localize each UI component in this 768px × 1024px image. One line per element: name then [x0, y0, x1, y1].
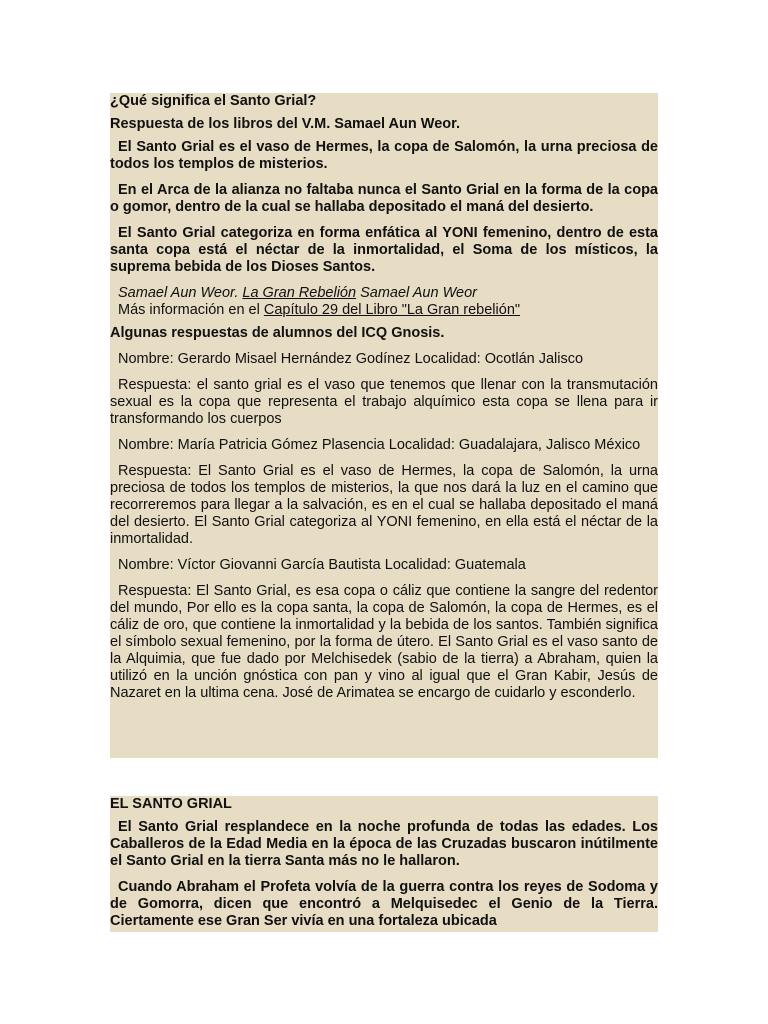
santo-grial-qa-block	[110, 93, 658, 758]
book-paragraph: El Santo Grial categoriza en forma enfática al YONI femenino, dentro de esta santa copa está el néctar de la inmortalidad, el Soma de los místicos, la suprema bebida de los Dioses Santos.	[110, 225, 658, 275]
students-heading: Algunas respuestas de alumnos del ICQ Gnosis.	[110, 325, 445, 341]
book-paragraph: El Santo Grial es el vaso de Hermes, la copa de Salomón, la urna preciosa de todos los templos de misterios.	[110, 139, 658, 172]
student-answer: Respuesta: El Santo Grial es el vaso de Hermes, la copa de Salomón, la urna preciosa de todos los templos de misterios, la que nos dará la luz en el camino que recorreremos para llegar a la salvación, es en el cual se hallaba depositado el maná del desierto. El Santo Grial categoriza al YONI femenino, en ella está el néctar de la inmortalidad.	[110, 463, 658, 547]
student-name: Nombre: María Patricia Gómez Plasencia Localidad: Guadalajara, Jalisco México	[118, 437, 641, 453]
chapter-link[interactable]: Capítulo 29 del Libro "La Gran rebelión"	[263, 302, 521, 318]
section-heading: EL SANTO GRIAL	[110, 796, 232, 812]
student-answer: Respuesta: el santo grial es el vaso que tenemos que llenar con la transmutación sexual es la copa que representa el trabajo alquímico esta copa se llena para ir transformando los cuerpos	[110, 377, 658, 427]
citation-author: Samael Aun Weor.	[118, 285, 239, 301]
question-heading: ¿Qué significa el Santo Grial?	[110, 93, 317, 109]
book-link[interactable]: La Gran Rebelión	[242, 285, 357, 301]
student-answer: Respuesta: El Santo Grial, es esa copa o cáliz que contiene la sangre del redentor del mundo, Por ello es la copa santa, la copa de Salomón, la copa de Hermes, es el cáliz de oro, que contiene la inmortalidad y la bebida de los santos. También significa el símbolo sexual femenino, por la forma de útero. El Santo Grial es el vaso santo de la Alquimia, que fue dado por Melchisedek (sabio de la tierra) a Abraham, quien la utilizó en la unción gnóstica con pan y vino al igual que el Gran Kabir, Jesús de Nazaret en la ultima cena. José de Arimatea se encargo de cuidarlo y esconderlo.	[110, 583, 658, 701]
student-name: Nombre: Víctor Giovanni García Bautista Localidad: Guatemala	[118, 557, 526, 573]
citation-author: Samael Aun Weor	[360, 285, 477, 301]
book-paragraph: En el Arca de la alianza no faltaba nunca el Santo Grial en la forma de la copa o gomor, dentro de la cual se hallaba depositado el maná del desierto.	[110, 182, 658, 215]
el-santo-grial-block	[110, 796, 658, 932]
section-paragraph: El Santo Grial resplandece en la noche profunda de todas las edades. Los Caballeros de la Edad Media en la época de las Cruzadas buscaron inútilmente el Santo Grial en la tierra Santa más no le hallaron.	[110, 819, 658, 869]
books-answer-heading: Respuesta de los libros del V.M. Samael Aun Weor.	[110, 116, 460, 132]
citation-source-line	[118, 285, 658, 302]
section-paragraph: Cuando Abraham el Profeta volvía de la guerra contra los reyes de Sodoma y de Gomorra, dicen que encontró a Melquisedec el Genio de la Tierra. Ciertamente ese Gran Ser vivía en una fortaleza ubicada	[110, 879, 658, 929]
student-name: Nombre: Gerardo Misael Hernández Godínez Localidad: Ocotlán Jalisco	[118, 351, 584, 367]
more-info-line	[118, 302, 658, 319]
citation	[110, 285, 658, 319]
more-info-prefix: Más información en el	[118, 302, 264, 318]
